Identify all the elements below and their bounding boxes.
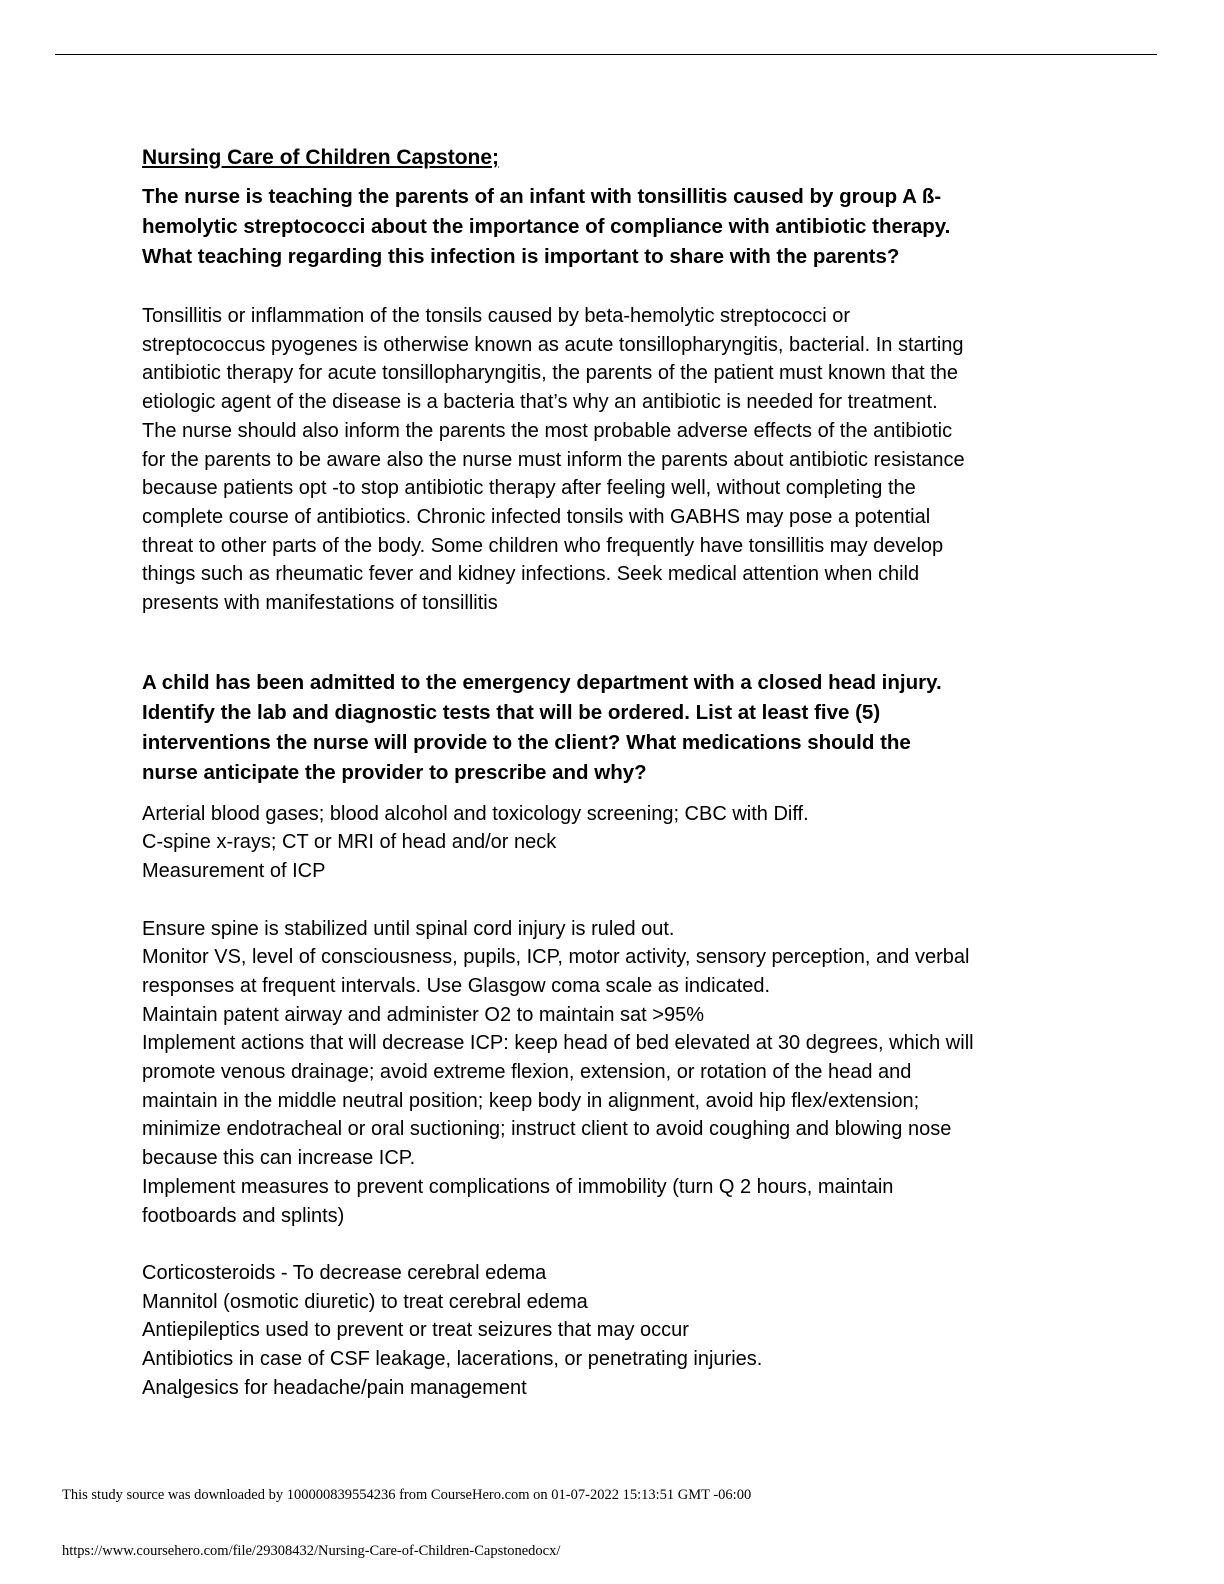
intervention-line: Ensure spine is stabilized until spinal cord injury is ruled out. [142, 917, 675, 940]
answer-1 [142, 302, 1062, 618]
answer-1-line: complete course of antibiotics. Chronic infected tonsils with GABHS may pose a potential [142, 505, 931, 528]
question-2 [142, 668, 1062, 788]
answer-1-line: Tonsillitis or inflammation of the tonsils caused by beta-hemolytic streptococci or [142, 305, 851, 327]
medication-line: Analgesics for headache/pain management [142, 1376, 527, 1399]
question-2-line: nurse anticipate the provider to prescribe and why? [142, 760, 647, 784]
test-line: C-spine x-rays; CT or MRI of head and/or neck [142, 831, 557, 854]
intervention-line: because this can increase ICP. [142, 1147, 416, 1170]
answer-1-line: presents with manifestations of tonsillitis [142, 592, 498, 615]
intervention-line: Monitor VS, level of consciousness, pupils, ICP, motor activity, sensory perception, and verbal [142, 946, 970, 969]
source-url: https://www.coursehero.com/file/29308432/Nursing-Care-of-Children-Capstonedocx/ [62, 1543, 561, 1559]
question-2-line: A child has been admitted to the emergency department with a closed head injury. [142, 670, 942, 694]
medication-line: Corticosteroids - To decrease cerebral edema [142, 1261, 547, 1284]
header-rule [55, 54, 1157, 55]
intervention-line: Implement actions that will decrease ICP: keep head of bed elevated at 30 degrees, which will [142, 1032, 974, 1055]
download-source-notice: This study source was downloaded by 100000839554236 from CourseHero.com on 01-07-2022 15:13:51 GMT -06:00 [62, 1487, 752, 1503]
question-1 [142, 182, 1062, 272]
answer-1-line: streptococcus pyogenes is otherwise known as acute tonsillopharyngitis, bacterial. In starting [142, 333, 964, 356]
medication-line: Mannitol (osmotic diuretic) to treat cerebral edema [142, 1290, 588, 1313]
question-2-line: interventions the nurse will provide to the client? What medications should the [142, 730, 911, 754]
intervention-line: maintain in the middle neutral position; keep body in alignment, avoid hip flex/extension; [142, 1089, 920, 1112]
medication-line: Antiepileptics used to prevent or treat seizures that may occur [142, 1319, 689, 1342]
diagnostic-tests [142, 800, 1062, 1403]
document-title: Nursing Care of Children Capstone; [142, 146, 500, 169]
question-1-line: What teaching regarding this infection is important to share with the parents? [142, 245, 900, 268]
answer-1-line: things such as rheumatic fever and kidney infections. Seek medical attention when child [142, 563, 920, 586]
answer-1-line: for the parents to be aware also the nurse must inform the parents about antibiotic resistance [142, 448, 965, 471]
document-body [142, 144, 1062, 1402]
intervention-line: footboards and splints) [142, 1204, 345, 1227]
intervention-line: Maintain patent airway and administer O2 to maintain sat >95% [142, 1003, 704, 1026]
test-line: Arterial blood gases; blood alcohol and toxicology screening; CBC with Diff. [142, 802, 809, 825]
medication-line: Antibiotics in case of CSF leakage, lacerations, or penetrating injuries. [142, 1348, 763, 1371]
intervention-line: promote venous drainage; avoid extreme flexion, extension, or rotation of the head and [142, 1061, 912, 1084]
question-1-line: hemolytic streptococci about the importance of compliance with antibiotic therapy. [142, 215, 951, 238]
answer-1-line: The nurse should also inform the parents the most probable adverse effects of the antibiotic [142, 419, 953, 442]
answer-1-line: antibiotic therapy for acute tonsillopharyngitis, the parents of the patient must known that the [142, 362, 959, 385]
answer-1-line: etiologic agent of the disease is a bacteria that’s why an antibiotic is needed for treatment. [142, 391, 938, 414]
test-line: Measurement of ICP [142, 860, 326, 883]
intervention-line: Implement measures to prevent complications of immobility (turn Q 2 hours, maintain [142, 1175, 894, 1198]
intervention-line: responses at frequent intervals. Use Glasgow coma scale as indicated. [142, 974, 771, 997]
intervention-line: minimize endotracheal or oral suctioning; instruct client to avoid coughing and blowing nose [142, 1118, 952, 1141]
answer-1-line: threat to other parts of the body. Some children who frequently have tonsillitis may develop [142, 534, 944, 557]
question-2-line: Identify the lab and diagnostic tests that will be ordered. List at least five (5) [142, 700, 881, 724]
question-1-line: The nurse is teaching the parents of an infant with tonsillitis caused by group A ß- [142, 185, 942, 208]
answer-1-line: because patients opt -to stop antibiotic therapy after feeling well, without completing the [142, 477, 916, 500]
